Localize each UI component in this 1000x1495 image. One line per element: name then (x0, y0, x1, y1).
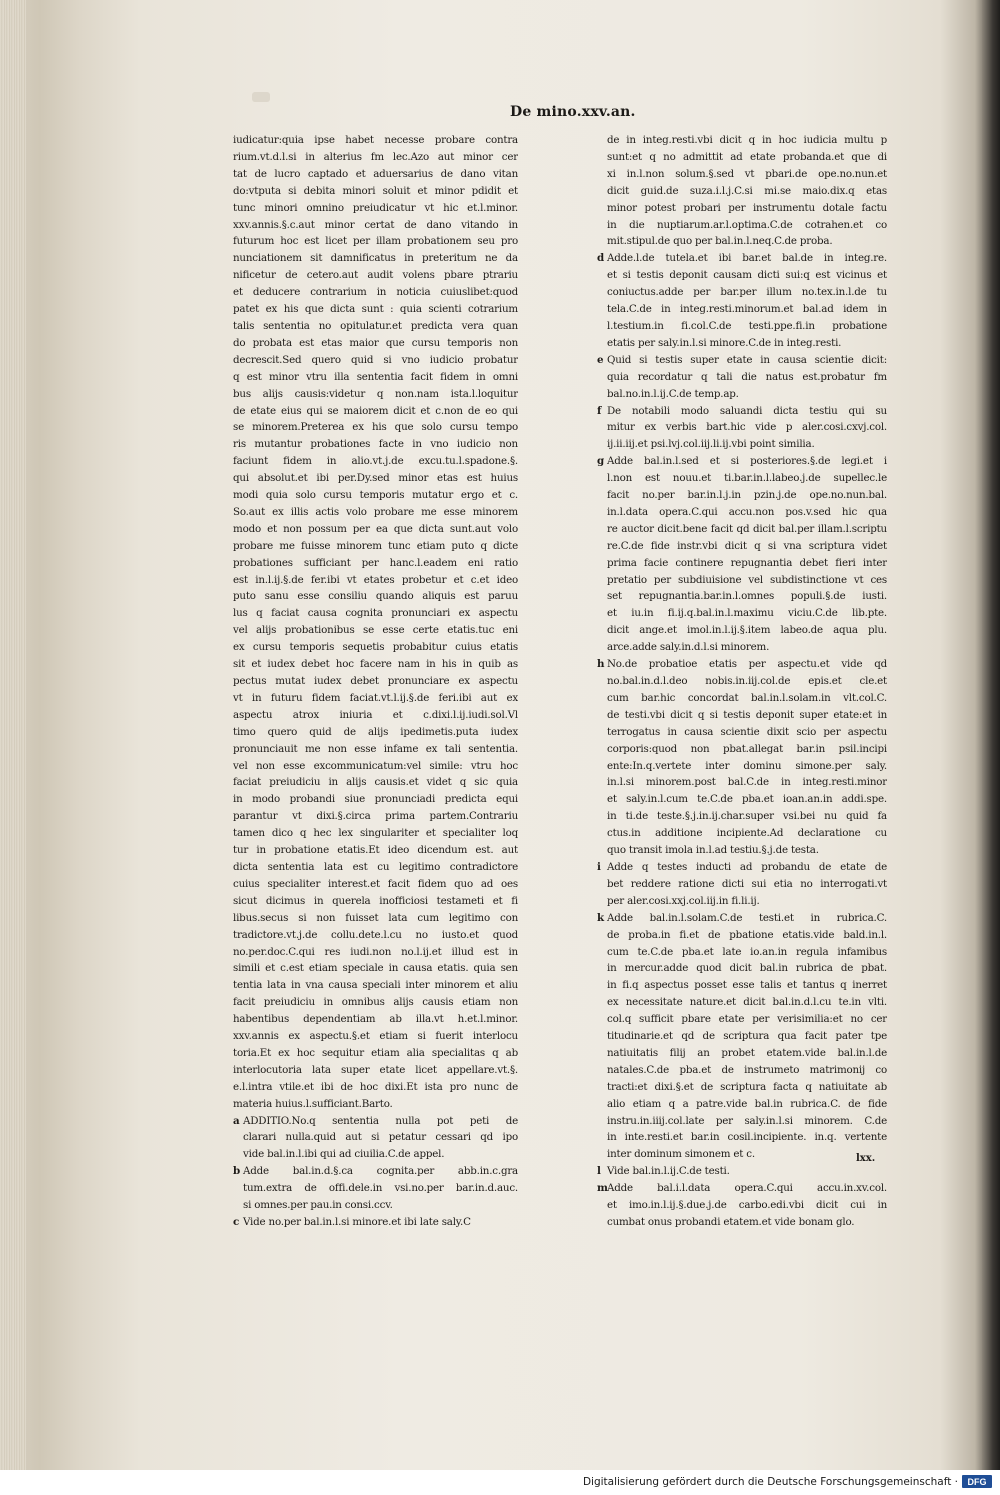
text-line: libus.secus si non fuisset lata cum legitimo con (233, 911, 518, 924)
annotation-line (597, 352, 887, 369)
annotation-line: set repugnantia.bar.in.l.omnes populi.§.de iusti. (607, 590, 887, 603)
funding-credit: Digitalisierung gefördert durch die Deutsche Forschungsgemeinschaft · (582, 1476, 958, 1488)
annotation-line: re.C.de fide instr.vbi dicit q si vna scriptura videt (607, 539, 887, 552)
note-marker: e (597, 353, 604, 366)
show-through-mark (252, 92, 270, 102)
text-line: lus q faciat causa cognita pronunciari ex aspectu (233, 607, 518, 620)
note-text: Adde.l.de tutela.et ibi bar.et bal.de in integ.re. (607, 252, 887, 265)
folio-number: lxx. (856, 1153, 876, 1164)
text-line: ex cursu temporis sequetis probabitur cuius etatis (233, 641, 518, 654)
annotation-line: si omnes.per pau.in consi.ccv. (243, 1199, 393, 1212)
text-line: materia huius.l.sufficiant.Barto. (233, 1097, 393, 1110)
text-line: simili et c.est etiam speciale in causa etatis. quia sen (233, 962, 518, 975)
text-line: tunc minori omnino preiudicatur vt hic et.l.minor. (233, 201, 518, 214)
text-line: pectus mutat iudex debet pronunciare ex aspectu (233, 675, 518, 687)
running-head: De mino.xxv.an. (510, 104, 636, 120)
annotation-line: mit.stipul.de quo per bal.in.l.neq.C.de proba. (607, 235, 833, 248)
annotation-line (597, 859, 887, 876)
text-line: do:vtputa si debita minori soluit et minor pdidit et (233, 184, 518, 197)
dfg-logo-text: DFG (967, 1477, 987, 1487)
annotation-line: in.l.data opera.C.qui accu.non pos.v.sed hic qua (607, 505, 887, 518)
text-line: vel alijs probationibus se esse certe etatis.tuc eni (233, 624, 518, 637)
text-line: xxv.annis ex aspectu.§.et etiam si fuerit interlocu (233, 1030, 518, 1043)
annotation-line: et imo.in.l.ij.§.due.j.de carbo.edi.vbi dicit cui in (607, 1199, 887, 1212)
annotation-line: xi in.l.non solum.§.sed vt pbari.de ope.no.nun.et (607, 167, 887, 180)
note-text: De notabili modo saluandi dicta testiu qui su (607, 404, 887, 417)
annotation-line: de proba.in fi.et de pbatione etatis.vide bald.in.l. (607, 928, 887, 941)
text-line: qui absolut.et ibi per.Dy.sed minor etas est huius (233, 472, 518, 485)
note-text: Adde bal.in.l.solam.C.de testi.et in rubrica.C. (607, 911, 887, 924)
annotation-line (233, 1113, 518, 1130)
annotation-line: ente:In.q.vertete inter dominu simone.per saly. (607, 759, 887, 772)
text-line: dicta sententia lata est cu legitimo contradictore (233, 860, 518, 873)
note-marker: m (597, 1182, 608, 1195)
note-text: No.de probatioe etatis per aspectu.et vide qd (607, 658, 887, 671)
text-line: decrescit.Sed quero quid si vno iudicio probatur (233, 353, 518, 366)
text-line: e.l.intra vtile.et ibi de hoc dixi.Et ista pro nunc de (233, 1080, 518, 1093)
annotation-line: re auctor dicit.bene facit qd dicit bal.per illam.l.scriptu (607, 522, 887, 535)
text-line: faciat preiudiciu in alijs causis.et videt q sic quia (233, 776, 518, 789)
annotation-line: et iu.in fi.ij.q.bal.in.l.maximu viciu.C.de lib.pte. (607, 607, 887, 620)
annotation-line: l.non est nouu.et ti.bar.in.l.labeo.j.de supellec.le (607, 472, 887, 485)
text-line: talis sententia no opitulatur.et predicta vera quan (233, 319, 518, 332)
annotation-line: clarari nulla.quid aut si petatur cessari qd ipo (243, 1131, 518, 1144)
text-line: bus alijs causis:videtur q non.nam ista.l.loquitur (233, 387, 518, 400)
text-line: interlocutoria lata super etate licet appellare.vt.§. (233, 1063, 518, 1076)
annotation-line: terrogatus in causa scientie dixit scio per aspectu (607, 725, 887, 738)
annotation-line: ij.ii.iij.et psi.lvj.col.iij.li.ij.vbi point similia. (607, 438, 815, 451)
dfg-logo (962, 1475, 992, 1488)
annotation-line: titudinarie.et qd de scriptura qua facit pater tpe (607, 1030, 887, 1043)
annotation-line: alio etiam q a patre.vide bal.in rubrica.C. de fide (607, 1097, 887, 1110)
text-line: tamen dico q hec lex singulariter et specialiter loq (233, 827, 518, 840)
annotation-line: bet reddere ratione dicti sui etia no interrogati.vt (607, 877, 887, 890)
annotation-line: l.testium.in fi.col.C.de testi.ppe.fi.in probatione (607, 319, 887, 332)
text-line: tentia lata in vna causa speciali inter minorem et aliu (233, 979, 518, 992)
text-line: probationes sufficiant per hanc.l.eadem eni ratio (233, 556, 518, 569)
note-marker: b (233, 1165, 240, 1178)
annotation-line: cum te.C.de pba.et late io.an.in regula infamibus (607, 945, 887, 958)
note-marker: g (597, 455, 604, 468)
text-line: ris mutantur probationes facte in vno iudicio non (233, 438, 518, 451)
annotation-line: vide bal.in.l.ibi qui ad ciuilia.C.de appel. (243, 1148, 445, 1161)
note-marker: i (597, 860, 601, 873)
text-line: modo et non possum per ea que dicta sunt.aut volo (233, 522, 518, 535)
book-edge (982, 0, 1000, 1470)
text-line: pronunciauit me non esse infame ex tali sententia. (233, 742, 518, 755)
note-marker: f (597, 404, 602, 417)
annotation-line: arce.adde saly.in.d.l.si minorem. (607, 641, 770, 654)
text-line: q est minor vtru illa sententia facit fidem in omni (233, 370, 518, 383)
annotation-line: in.l.si minorem.post bal.C.de in integ.resti.minor (607, 776, 887, 789)
note-text: ADDITIO.No.q sententia nulla pot peti de (243, 1114, 518, 1127)
note-marker: c (233, 1216, 240, 1228)
text-line: no.per.doc.C.qui res iudi.non no.l.ij.et illud est in (233, 945, 518, 958)
annotation-line: facit no.per bar.in.l.j.in pzin.j.de ope.no.nun.bal. (607, 489, 887, 502)
note-marker: a (233, 1114, 240, 1127)
text-line: xxv.annis.§.c.aut minor certat de dano vitando in (233, 218, 518, 231)
annotation-line: corporis:quod non pbat.allegat bar.in psil.incipi (607, 742, 887, 755)
annotation-line: cum bar.hic concordat bal.in.l.solam.in vlt.col.C. (607, 691, 887, 704)
text-line: parantur vt dixi.§.circa prima partem.Contrariu (233, 810, 518, 823)
text-line: tradictore.vt.j.de collu.dete.l.cu no iusto.et quod (233, 928, 518, 941)
annotation-line: bal.no.in.l.ij.C.de temp.ap. (607, 387, 739, 400)
annotation-line (597, 656, 887, 673)
annotation-line (597, 403, 887, 420)
text-line: modi quia solo cursu temporis mutatur ergo et c. (233, 489, 518, 502)
annotation-line: de in integ.resti.vbi dicit q in hoc iudicia multu p (607, 134, 887, 146)
text-line: et deducere contrarium in noticia cuiuslibet:quod (233, 286, 518, 299)
annotation-line: mitur ex verbis bart.hic vide p aler.cosi.cxvj.col. (607, 421, 887, 434)
note-text: Adde bal.i.l.data opera.C.qui accu.in.xv.col. (607, 1182, 887, 1195)
right-text-column (597, 132, 887, 1231)
annotation-line: quia recordatur q tali die natus est.probatur fm (607, 370, 887, 383)
annotation-line: et saly.in.l.cum te.C.de pba.et ioan.an.in addi.spe. (607, 793, 887, 806)
note-text: Adde q testes inducti ad probandu de etate de (607, 860, 887, 873)
note-text: Vide bal.in.l.ij.C.de testi. (607, 1165, 730, 1178)
annotation-line: etatis per saly.in.l.si minore.C.de in integ.resti. (607, 336, 842, 349)
annotation-line: in ti.de teste.§.j.in.ij.char.super vsi.bei nu quid fa (607, 810, 887, 823)
annotation-line (597, 1180, 887, 1197)
annotation-line: in inte.resti.et bar.in cosil.incipiente. in.q. vertente (607, 1131, 887, 1144)
text-line: timo quero quid de alijs ipedimetis.puta iudex (233, 725, 518, 738)
text-line: in modo probandi siue pronunciadi predicta equi (233, 793, 518, 806)
annotation-line: ctus.in additione incipiente.Ad declaratione cu (607, 827, 887, 840)
annotation-line: in die nuptiarum.ar.l.optima.C.de cotrahen.et co (607, 218, 887, 231)
text-line: do probata est etas maior que cursu temporis non (233, 336, 518, 349)
annotation-line: tela.C.de in integ.resti.minorum.et bal.ad idem in (607, 303, 887, 316)
note-text: Vide no.per bal.in.l.si minore.et ibi late saly.C (243, 1216, 471, 1228)
text-line: cuius specialiter interest.et facit fidem quo ad oes (233, 877, 518, 890)
page-gutter-shadow (0, 0, 26, 1470)
annotation-line: de testi.vbi dicit q si testis deponit super etate:et in (607, 708, 887, 721)
annotation-line: cumbat onus probandi etatem.et vide bonam glo. (607, 1216, 855, 1228)
text-line: faciunt fidem in alio.vt.j.de excu.tu.l.spadone.§. (233, 455, 518, 468)
text-line: facit preiudiciu in omnibus alijs causis etiam non (233, 996, 518, 1009)
annotation-line: tracti:et dixi.§.et de scriptura facta q natiuitate ab (607, 1080, 887, 1093)
annotation-line: dicit ange.et imol.in.l.ij.§.item labeo.de aqua plu. (607, 624, 887, 637)
note-text: Adde bal.in.d.§.ca cognita.per abb.in.c.gra (243, 1165, 518, 1178)
annotation-line (597, 250, 887, 267)
annotation-line: natiuitatis filij an probet etatem.vide bal.in.l.de (607, 1046, 887, 1059)
annotation-line: sunt:et q no admittit ad etate probanda.et que di (607, 150, 887, 163)
annotation-line: et si testis deponit causam dicti sui:q est vicinus et (607, 269, 887, 282)
note-marker: l (597, 1165, 601, 1178)
note-marker: h (597, 658, 605, 671)
text-line: de etate eius qui se maiorem dicit et c.non de eo qui (233, 404, 518, 417)
text-line: rium.vt.d.l.si in alterius fm lec.Azo aut minor cer (233, 150, 518, 163)
note-text: Quid si testis super etate in causa scientie dicit: (607, 353, 887, 366)
annotation-line (233, 1163, 518, 1180)
text-line: vel non esse excommunicatum:vel simile: vtru hoc (233, 759, 518, 772)
text-line: So.aut ex illis actis volo probare me esse minorem (233, 505, 518, 518)
left-text-column (233, 132, 518, 1231)
text-line: iudicatur:quia ipse habet necesse probare contra (233, 134, 518, 146)
text-line: nificetur de cetero.aut audit volens pbare ptrariu (233, 269, 518, 282)
annotation-line: in mercur.adde quod dicit bal.in rubrica de pbat. (607, 962, 887, 975)
text-line: habentibus dependentiam ab illa.vt h.et.l.minor. (233, 1013, 518, 1026)
annotation-line: dicit guid.de suza.i.l.j.C.si mi.se maio.dix.q etas (607, 184, 887, 197)
text-line: futurum hoc est licet per illam probationem seu pro (233, 235, 518, 248)
text-line: probare me fuisse minorem tunc etiam puto q dicte (233, 539, 518, 552)
annotation-line: no.bal.in.d.l.deo nobis.in.iij.col.de epis.et cle.et (607, 675, 887, 687)
annotation-line: instru.in.iiij.col.late per saly.in.l.si minorem. C.de (607, 1114, 887, 1127)
text-line: tat de lucro captado et aduersarius de dano vitan (233, 167, 518, 180)
annotation-line: quo transit imola in.l.ad testiu.§.j.de testa. (607, 844, 819, 857)
annotation-line: per aler.cosi.xxj.col.iij.in fi.li.ij. (607, 894, 760, 907)
annotation-line: prima facie continere repugnantia debet fieri inter (607, 556, 887, 569)
note-text: Adde bal.in.l.sed et si posteriores.§.de legi.et i (607, 455, 887, 468)
text-line: sicut dicimus in querela inofficiosi testameti et fi (233, 894, 518, 907)
note-marker: d (597, 252, 604, 265)
annotation-line: in fi.q aspectus posset esse talis et tantus q inerret (607, 979, 887, 992)
annotation-line: natales.C.de pba.et de instrumeto matrimonij co (607, 1063, 887, 1076)
text-line: sit et iudex debet hoc facere nam in his in quib as (233, 658, 518, 671)
text-line: se minorem.Preterea ex his que solo cursu tempo (233, 421, 518, 434)
annotation-line: inter dominum simonem et c. (607, 1148, 755, 1161)
annotation-line (597, 1163, 887, 1180)
text-line: toria.Et ex hoc sequitur etiam alia specialitas q ab (233, 1046, 518, 1059)
annotation-line (597, 910, 887, 927)
annotation-line: tum.extra de offi.dele.in vsi.no.per bar.in.d.auc. (243, 1182, 518, 1195)
annotation-line (597, 453, 887, 470)
annotation-line: col.q sufficit pbare etate per verisimilia:et no cer (607, 1013, 887, 1026)
text-line: tur in probatione etatis.Et ideo dicendum est. aut (233, 844, 518, 857)
text-line: aspectu atrox iniuria et c.dixi.l.ij.iudi.sol.Vl (233, 708, 518, 721)
annotation-line: pretatio per subdiuisione vel subdistinctione vt ces (607, 573, 887, 586)
text-line: vt in futuru fidem faciat.vt.l.ij.§.de feri.ibi aut ex (233, 691, 518, 704)
annotation-line: coniuctus.adde per bar.per illum no.tex.in.l.de tu (607, 286, 887, 299)
text-line: patet ex his que dicta sunt : quia scienti cotrarium (233, 303, 518, 316)
note-marker: k (597, 911, 604, 924)
text-line: puto sanu esse consiliu quando aliquis est paruu (233, 590, 518, 603)
annotation-line (233, 1214, 518, 1231)
text-line: est in.l.ij.§.de fer.ibi vt etates probetur et c.et ideo (233, 573, 518, 586)
text-line: nunciationem sit damnificatus in preteritum ne da (233, 252, 518, 265)
annotation-line: minor potest probari per instrumentu dotale factu (607, 201, 887, 214)
annotation-line: ex necessitate nature.et dicit bal.in.d.l.cu te.in vlti. (607, 996, 887, 1009)
